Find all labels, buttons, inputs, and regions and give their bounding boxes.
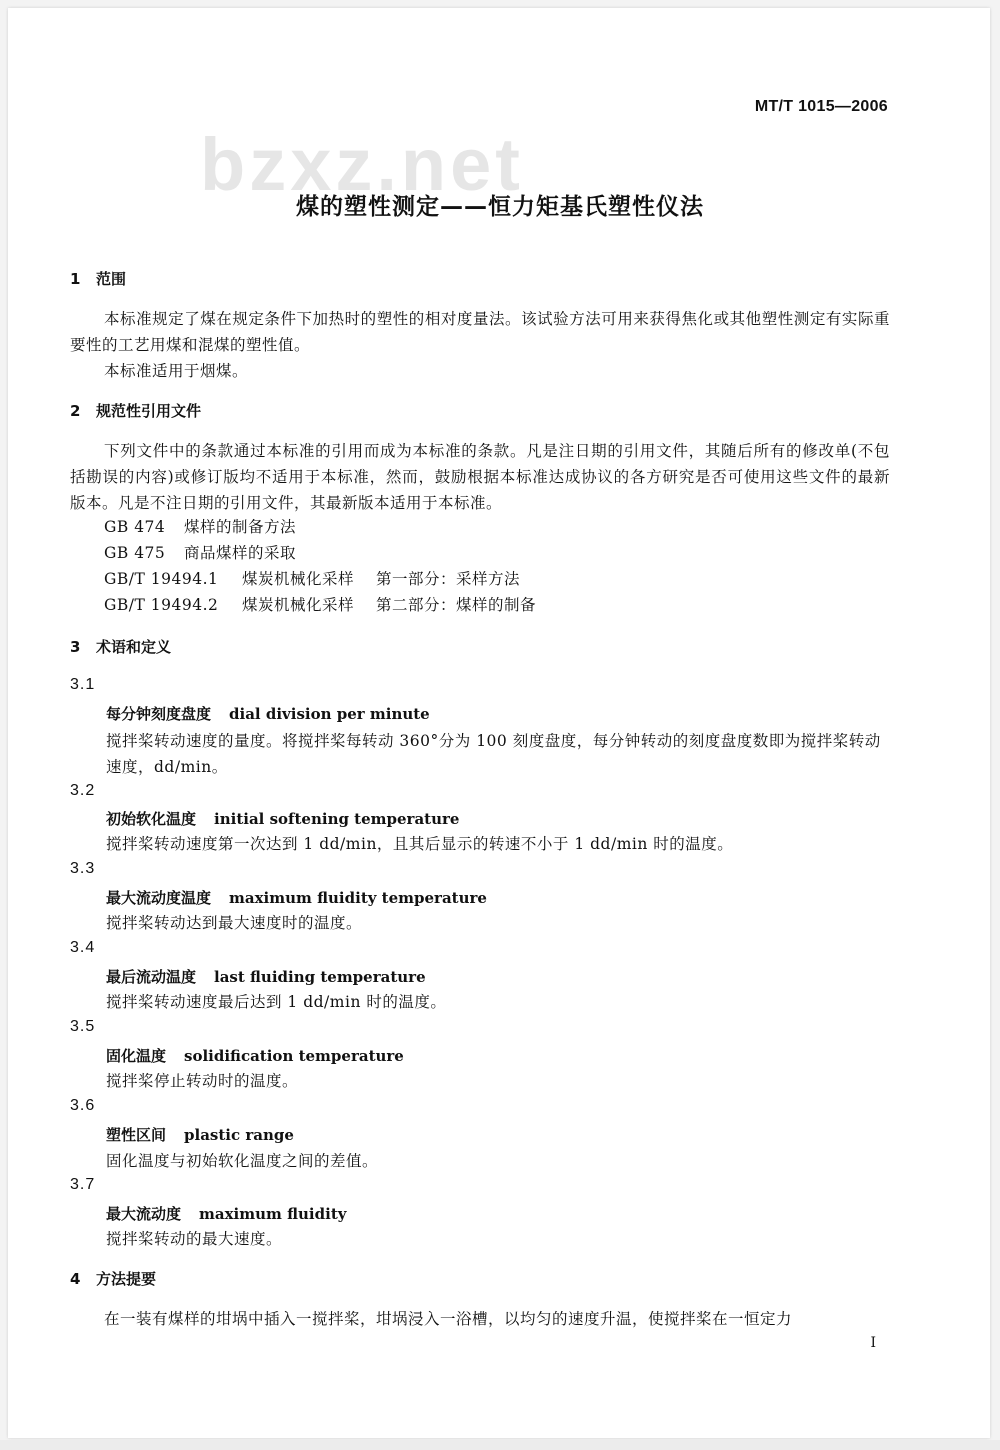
term-definition: 搅拌桨转动速度第一次达到 1 dd/min，且其后显示的转速不小于 1 dd/min 时的温度。 [106,835,734,853]
document-title: 煤的塑性测定——恒力矩基氏塑性仪法 [296,194,704,220]
section-number: 4 [70,1270,81,1288]
section-1-paragraph-1: 本标准规定了煤在规定条件下加热时的塑性的相对度量法。该试验方法可用来获得焦化或其他塑性测定有实际重要性的工艺用煤和混煤的塑性值。 [70,310,890,354]
page-bottom-edge [0,1440,1000,1450]
term-chinese: 固化温度 [106,1047,167,1065]
reference-part: 第二部分：煤样的制备 [376,596,537,614]
term-english: plastic range [184,1126,294,1144]
section-title: 方法提要 [96,1270,157,1288]
term-number: 3.3 [70,860,96,877]
term-definition: 搅拌桨转动的最大速度。 [106,1230,283,1248]
section-1-paragraph-2: 本标准适用于烟煤。 [104,362,249,380]
reference-code: GB 474 [104,518,166,536]
term-definition: 搅拌桨转动速度的量度。将搅拌桨每转动 360°分为 100 刻度盘度，每分钟转动的刻度盘度数即为搅拌桨转动速度，dd/min。 [106,732,881,776]
section-title: 规范性引用文件 [96,402,202,420]
watermark: bzxz.net [200,123,524,206]
term-english: initial softening temperature [214,810,460,828]
term-number: 3.1 [70,676,96,693]
section-2-paragraph-1: 下列文件中的条款通过本标准的引用而成为本标准的条款。凡是注日期的引用文件，其随后所有的修改单(不包括勘误的内容)或修订版均不适用于本标准，然而，鼓励根据本标准达成协议的各方研究是否可使用这些文件的最新版本。凡是不注日期的引用文件，其最新版本适用于本标准。 [70,442,890,512]
reference-code: GB/T 19494.2 [104,596,219,614]
term-chinese: 最后流动温度 [106,968,197,986]
term-english: dial division per minute [229,705,430,723]
term-english: maximum fluidity [199,1205,347,1223]
reference-name: 煤炭机械化采样 [242,596,355,614]
term-number: 3.2 [70,782,96,799]
term-heading [106,966,426,987]
term-chinese: 塑性区间 [106,1126,167,1144]
section-number: 3 [70,638,81,656]
term-definition: 搅拌桨转动达到最大速度时的温度。 [106,914,363,932]
term-heading [106,887,487,908]
reference-code: GB/T 19494.1 [104,570,219,588]
section-4-paragraph-1: 在一装有煤样的坩埚中插入一搅拌桨，坩埚浸入一浴槽，以均匀的速度升温，使搅拌桨在一恒定力 [104,1310,793,1328]
term-chinese: 最大流动度温度 [106,889,212,907]
term-definition: 搅拌桨转动速度最后达到 1 dd/min 时的温度。 [106,993,447,1011]
term-chinese: 初始软化温度 [106,810,197,828]
term-definition: 固化温度与初始软化温度之间的差值。 [106,1152,379,1170]
term-definition: 搅拌桨停止转动时的温度。 [106,1072,299,1090]
reference-item [104,566,520,592]
term-english: maximum fluidity temperature [229,889,487,907]
term-chinese: 最大流动度 [106,1205,182,1223]
reference-name: 煤样的制备方法 [184,518,297,536]
reference-item [104,540,296,566]
standard-code: MT/T 1015—2006 [754,98,888,115]
section-title: 术语和定义 [96,638,172,656]
term-heading [106,1124,294,1145]
section-title: 范围 [96,270,127,288]
reference-code: GB 475 [104,544,166,562]
page-number: I [870,1335,876,1351]
term-number: 3.4 [70,939,96,956]
section-3-heading [70,636,171,657]
reference-item [104,514,296,540]
term-heading [106,1203,346,1224]
term-english: last fluiding temperature [214,968,426,986]
term-number: 3.5 [70,1018,96,1035]
term-number: 3.7 [70,1176,96,1193]
section-1-heading [70,268,126,289]
term-heading [106,808,459,829]
section-2-heading [70,400,201,421]
section-number: 1 [70,270,81,288]
reference-name: 商品煤样的采取 [184,544,297,562]
term-number: 3.6 [70,1097,96,1114]
term-heading [106,703,430,724]
term-english: solidification temperature [184,1047,404,1065]
term-heading [106,1045,404,1066]
section-4-heading [70,1268,156,1289]
term-chinese: 每分钟刻度盘度 [106,705,212,723]
reference-part: 第一部分：采样方法 [376,570,521,588]
reference-name: 煤炭机械化采样 [242,570,355,588]
reference-item [104,592,536,618]
section-number: 2 [70,402,81,420]
